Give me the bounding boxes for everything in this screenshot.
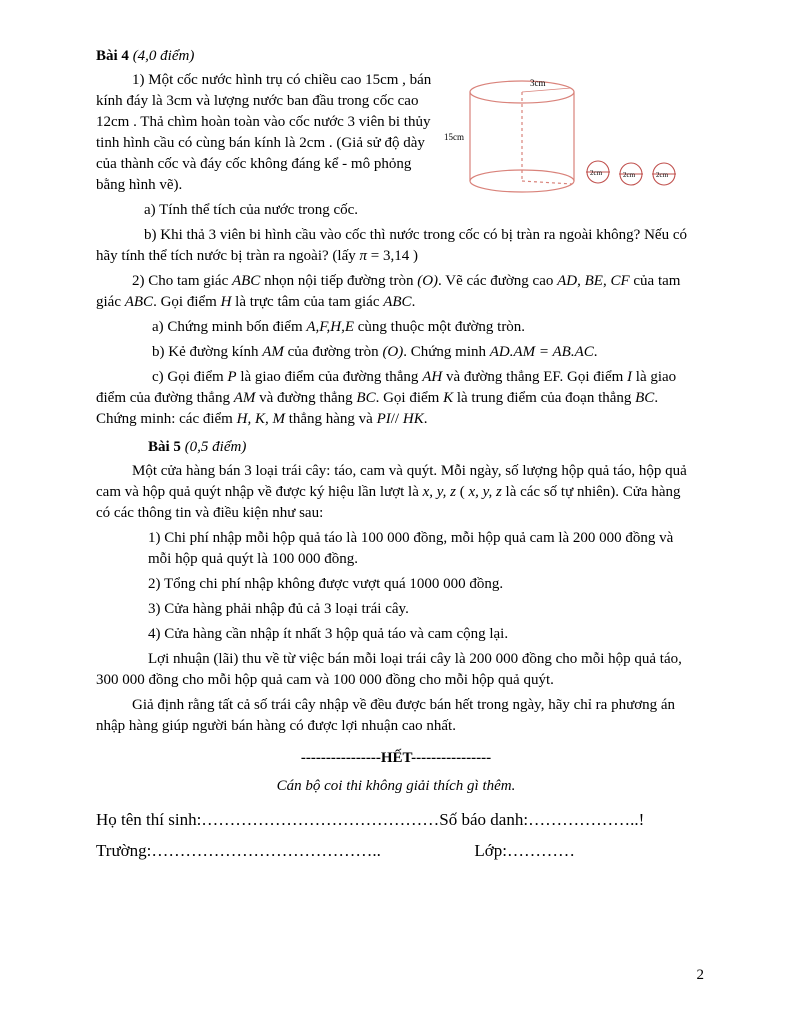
candidate-name-line: Họ tên thí sinh:……………………………………Số báo danh:………………..! <box>96 810 645 829</box>
sphere-2-label: 2cm <box>623 171 636 179</box>
bai4-problem1: 1) Một cốc nước hình trụ có chiều cao 15cm , bán kính đáy là 3cm và lượng nước ban đầu trong cốc cao 12cm . Thả chìm hoàn toàn vào cốc nước 3 viên bi thủy tinh hình cầu có cùng bán kính là 2cm . (Giả sử độ dày của thành cốc và đáy cốc không đáng kể - mô phỏng bằng hình vẽ). <box>96 72 432 193</box>
page-number: 2 <box>696 967 704 983</box>
bai5-heading: Bài 5 (0,5 điểm) <box>148 439 247 455</box>
cylinder <box>470 81 574 192</box>
bai5-assumption: Giả định rằng tất cả số trái cây nhập về đều được bán hết trong ngày, hãy chỉ ra phương án nhập hàng giúp người bán hàng có được lợi nhuận cao nhất. <box>96 697 676 734</box>
bai5-condition-3: 3) Cửa hàng phải nhập đủ cả 3 loại trái cây. <box>148 601 409 617</box>
sphere-1-label: 2cm <box>590 169 603 177</box>
figure-cylinder-and-spheres <box>444 76 696 198</box>
bai5-condition-2: 2) Tổng chi phí nhập không được vượt quá 1000 000 đồng. <box>148 576 504 592</box>
bai4-problem1-b: b) Khi thả 3 viên bi hình cầu vào cốc thì nước trong cốc có bị tràn ra ngoài không? Nếu có hãy tính thể tích nước bị tràn ra ngoài? (lấy π = 3,14 ) <box>96 227 687 264</box>
bai4-problem2: 2) Cho tam giác ABC nhọn nội tiếp đường tròn (O). Vẽ các đường cao AD, BE, CF của tam giác ABC. Gọi điểm H là trực tâm của tam giác ABC. <box>96 273 681 310</box>
school-class-line: Trường:………………………………….. Lớp:………… <box>96 841 575 860</box>
sphere-3-label: 2cm <box>656 171 669 179</box>
cylinder-height-label: 15cm <box>444 132 464 142</box>
bai4-problem2-b: b) Kẻ đường kính AM của đường tròn (O). Chứng minh AD.AM = AB.AC. <box>152 344 598 360</box>
bai4-problem2-c: c) Gọi điểm P là giao điểm của đường thẳng AH và đường thẳng EF. Gọi điểm I là giao điểm của đường thẳng AM và đường thẳng BC. Gọi điểm K là trung điểm của đoạn thẳng BC. Chứng minh: các điểm H, K, M thẳng hàng và PI// HK. <box>96 369 677 427</box>
bai5-intro: Một cửa hàng bán 3 loại trái cây: táo, cam và quýt. Mỗi ngày, số lượng hộp quả táo, hộp quả cam và hộp quả quýt nhập về được ký hiệu lần lượt là x, y, z ( x, y, z là các số tự nhiên). Cửa hàng có các thông tin và điều kiện như sau: <box>96 463 687 521</box>
end-marker: ----------------HẾT---------------- <box>300 750 492 766</box>
bai5-condition-4: 4) Cửa hàng cần nhập ít nhất 3 hộp quả táo và cam cộng lại. <box>148 626 509 642</box>
proctor-note: Cán bộ coi thi không giải thích gì thêm. <box>276 778 516 794</box>
cylinder-radius-label: 3cm <box>530 78 546 88</box>
bai5-condition-1: 1) Chi phí nhập mỗi hộp quả táo là 100 000 đồng, mỗi hộp quả cam là 200 000 đồng và mỗi hộp quả quýt là 100 000 đồng. <box>148 530 674 567</box>
bai4-heading: Bài 4 (4,0 điểm) <box>96 48 195 64</box>
bai5-profit: Lợi nhuận (lãi) thu về từ việc bán mỗi loại trái cây là 200 000 đồng cho mỗi hộp quả táo, 300 000 đồng cho mỗi hộp quả cam và 100 000 đồng cho mỗi hộp quả quýt. <box>96 651 682 688</box>
bai4-problem2-a: a) Chứng minh bốn điểm A,F,H,E cùng thuộc một đường tròn. <box>152 319 526 335</box>
bai4-problem1-a: a) Tính thể tích của nước trong cốc. <box>144 202 359 218</box>
cylinder-spheres-svg <box>444 76 696 198</box>
